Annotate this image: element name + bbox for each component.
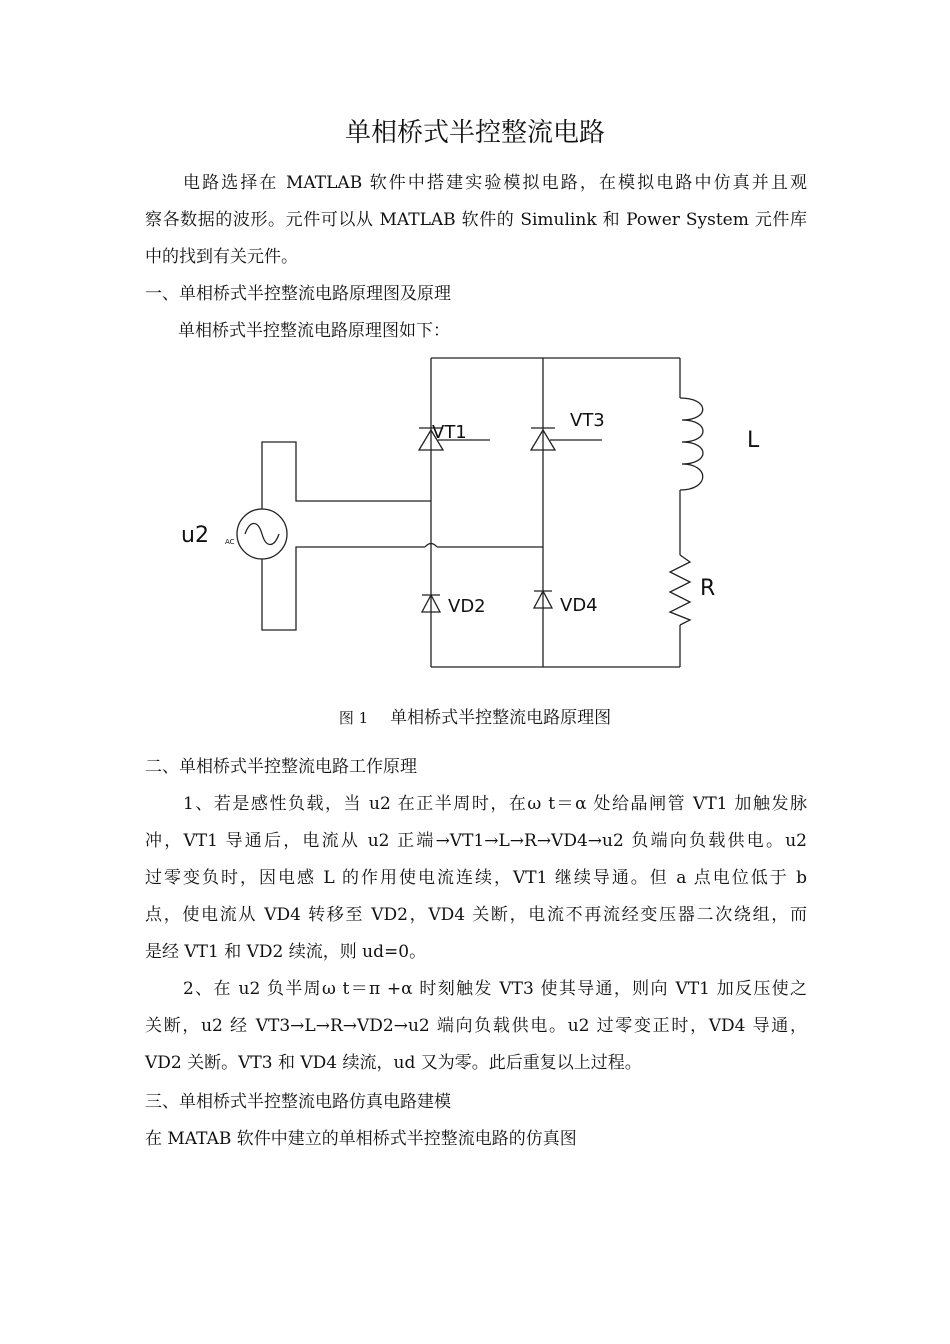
section2-p1-line-4: 点，使电流从 VD4 转移至 VD2，VD4 关断，电流不再流经变压器二次绕组，而 bbox=[145, 905, 807, 925]
circuit-diagram bbox=[170, 350, 790, 680]
section1-lead: 单相桥式半控整流电路原理图如下： bbox=[178, 321, 450, 341]
inductor-symbol bbox=[680, 398, 703, 490]
intro-line-1: 电路选择在 MATLAB 软件中搭建实验模拟电路，在模拟电路中仿真并且观 bbox=[183, 173, 807, 193]
source-upper-wire bbox=[262, 442, 431, 501]
section2-p2-line-1: 2、在 u2 负半周ω t＝π +α 时刻触发 VT3 使其导通，则向 VT1 加反压使之 bbox=[183, 979, 807, 999]
section2-p1-line-2: 冲，VT1 导通后，电流从 u2 正端→VT1→L→R→VD4→u2 负端向负载供电。u2 bbox=[145, 831, 807, 851]
figure-caption-text: 单相桥式半控整流电路原理图 bbox=[390, 708, 612, 728]
section2-p2-line-3: VD2 关断。VT3 和 VD4 续流，ud 又为零。此后重复以上过程。 bbox=[145, 1053, 642, 1073]
intro-line-2: 察各数据的波形。元件可以从 MATLAB 软件的 Simulink 和 Power System 元件库 bbox=[145, 210, 807, 230]
vd4-label: VD4 bbox=[560, 595, 598, 616]
section2-heading: 二、单相桥式半控整流电路工作原理 bbox=[145, 757, 417, 777]
intro-line-3: 中的找到有关元件。 bbox=[145, 247, 298, 267]
vt3-label: VT3 bbox=[570, 410, 605, 431]
figure-caption bbox=[0, 703, 950, 728]
resistor-label: R bbox=[700, 576, 716, 601]
section2-p1-line-1: 1、若是感性负载，当 u2 在正半周时，在ω t＝α 处给晶闸管 VT1 加触发脉 bbox=[183, 794, 807, 814]
source-lower-wire bbox=[262, 547, 425, 630]
page-title: 单相桥式半控整流电路 bbox=[344, 118, 605, 148]
section2-p2-line-2: 关断，u2 经 VT3→L→R→VD2→u2 端向负载供电。u2 过零变正时，VD4 导通， bbox=[145, 1016, 807, 1036]
source-label: u2 bbox=[181, 523, 209, 548]
section3-line: 在 MATAB 软件中建立的单相桥式半控整流电路的仿真图 bbox=[145, 1129, 577, 1149]
resistor-symbol bbox=[670, 555, 690, 625]
vd2-label: VD2 bbox=[448, 596, 486, 617]
ac-label: AC bbox=[225, 538, 235, 546]
sine-wave-icon bbox=[245, 524, 279, 545]
inductor-label: L bbox=[747, 428, 760, 453]
vt1-label: VT1 bbox=[432, 422, 467, 443]
section3-heading: 三、单相桥式半控整流电路仿真电路建模 bbox=[145, 1092, 451, 1112]
section2-p1-line-5: 是经 VT1 和 VD2 续流，则 ud=0。 bbox=[145, 942, 427, 962]
figure-number: 图 1 bbox=[338, 709, 369, 727]
section1-heading: 一、单相桥式半控整流电路原理图及原理 bbox=[145, 284, 451, 304]
section2-p1-line-3: 过零变负时，因电感 L 的作用使电流连续，VT1 继续导通。但 a 点电位低于 b bbox=[145, 868, 807, 888]
